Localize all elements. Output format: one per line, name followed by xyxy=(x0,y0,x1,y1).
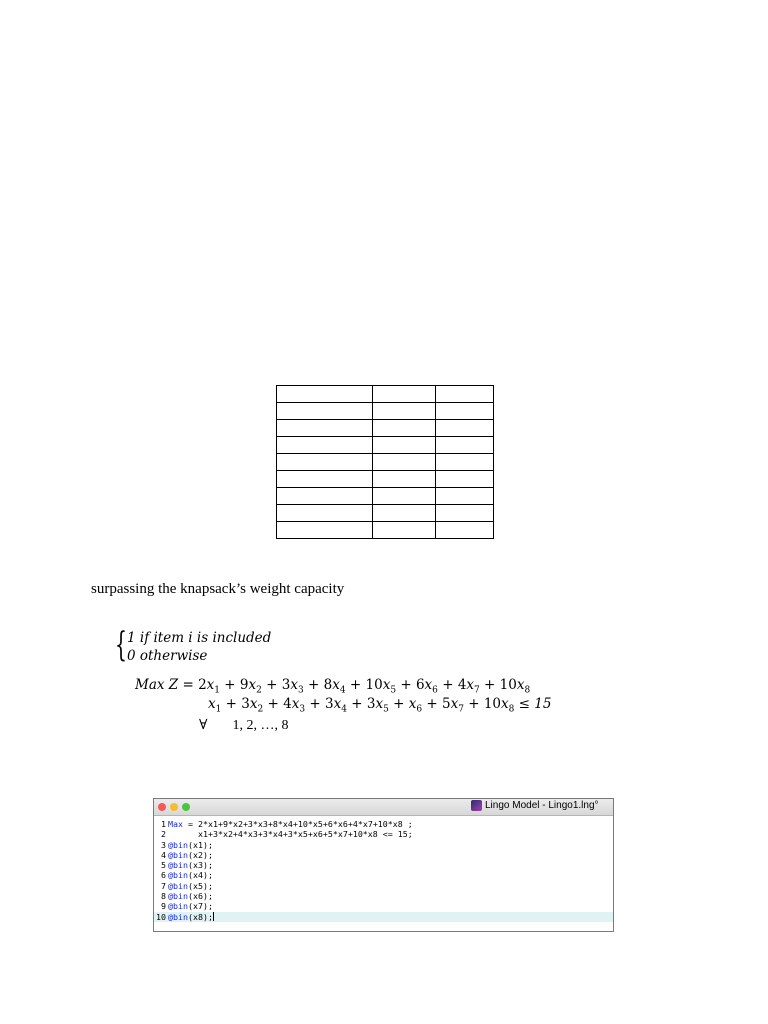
code-text: (x7); xyxy=(187,901,213,912)
code-text: (x4); xyxy=(187,870,213,881)
code-keyword: @bin xyxy=(168,880,188,891)
code-text: x1+3*x2+4*x3+3*x4+3*x5+x6+5*x7+10*x8 <= 15; xyxy=(168,829,413,840)
code-keyword: @bin xyxy=(168,911,188,922)
code-line[interactable] xyxy=(154,819,613,829)
table-row xyxy=(277,488,494,505)
table-cell xyxy=(373,505,436,522)
constraint-terms xyxy=(208,696,515,715)
code-keyword: @bin xyxy=(168,901,188,912)
case-otherwise: 0 otherwise xyxy=(127,648,208,664)
code-text: (x5); xyxy=(187,880,213,891)
code-line[interactable] xyxy=(154,881,613,891)
line-number: 10 xyxy=(156,911,166,922)
equation-term: + $3x_5$ xyxy=(346,696,389,715)
code-line[interactable] xyxy=(154,850,613,860)
table-cell xyxy=(436,471,494,488)
forall-range: 1, 2, …, 8 xyxy=(232,718,289,733)
code-text: (x1); xyxy=(187,839,213,850)
lingo-app-icon xyxy=(471,800,482,811)
table-row xyxy=(277,403,494,420)
table-cell xyxy=(436,437,494,454)
table-row xyxy=(277,420,494,437)
constraint-rhs: ≤ 15 xyxy=(518,696,552,712)
objective-terms xyxy=(198,677,531,696)
code-line[interactable] xyxy=(154,829,613,839)
table-cell xyxy=(436,386,494,403)
equation-term: + $4x_7$ xyxy=(437,677,480,696)
table-cell xyxy=(373,522,436,539)
table-cell xyxy=(277,386,373,403)
window-titlebar[interactable] xyxy=(154,799,613,816)
line-number: 8 xyxy=(161,891,166,902)
table-cell xyxy=(277,454,373,471)
table-cell xyxy=(277,505,373,522)
case-included: 1 if item i is included xyxy=(127,630,272,646)
equation-term: + $10x_8$ xyxy=(463,696,515,715)
equation-term: + $4x_3$ xyxy=(263,696,306,715)
table-cell xyxy=(436,505,494,522)
weight-constraint xyxy=(208,696,551,715)
objective-lhs: Max Z = xyxy=(135,677,194,693)
table-row xyxy=(277,437,494,454)
equation-term: + $10x_8$ xyxy=(479,677,531,696)
table-cell xyxy=(436,420,494,437)
line-number: 9 xyxy=(161,901,166,912)
code-text: (x2); xyxy=(187,849,213,860)
table-row xyxy=(277,471,494,488)
line-number: 2 xyxy=(161,829,166,840)
table-row xyxy=(277,386,494,403)
table-cell xyxy=(277,471,373,488)
table-cell xyxy=(277,437,373,454)
body-sentence: surpassing the knapsack’s weight capacity xyxy=(91,581,345,597)
lingo-model-window[interactable] xyxy=(153,798,614,932)
equation-term: + $9x_2$ xyxy=(220,677,262,696)
equation-term: + $5x_7$ xyxy=(422,696,464,715)
code-keyword: @bin xyxy=(168,849,188,860)
equation-term: + $x_6$ xyxy=(388,696,423,715)
code-keyword: Max xyxy=(168,819,183,829)
code-text: = 2*x1+9*x2+3*x3+8*x4+10*x5+6*x6+4*x7+10*x8 ; xyxy=(183,819,413,829)
code-text: (x8); xyxy=(187,911,213,922)
objective-function xyxy=(135,677,530,696)
forall-symbol: ∀ xyxy=(199,717,208,733)
equation-term: + $6x_6$ xyxy=(396,677,438,696)
code-line[interactable] xyxy=(154,912,613,922)
code-keyword: @bin xyxy=(168,839,188,850)
equation-term: $2x_1$ xyxy=(198,677,221,696)
forall-line xyxy=(199,717,288,734)
table-cell xyxy=(373,403,436,420)
table-row xyxy=(277,505,494,522)
table-cell xyxy=(436,522,494,539)
code-keyword: @bin xyxy=(168,860,188,871)
table-cell xyxy=(436,403,494,420)
zoom-window-button[interactable] xyxy=(182,803,190,811)
code-editor[interactable] xyxy=(154,816,613,922)
line-number: 1 xyxy=(161,819,166,829)
table-cell xyxy=(277,522,373,539)
code-line[interactable] xyxy=(154,860,613,870)
close-window-button[interactable] xyxy=(158,803,166,811)
table-row xyxy=(277,522,494,539)
table-cell xyxy=(373,471,436,488)
line-number: 6 xyxy=(161,870,166,881)
code-text: (x6); xyxy=(187,891,213,902)
table-row xyxy=(277,454,494,471)
table-cell xyxy=(277,403,373,420)
code-line[interactable] xyxy=(154,840,613,850)
equation-term: + $3x_4$ xyxy=(305,696,347,715)
minimize-window-button[interactable] xyxy=(170,803,178,811)
table-cell xyxy=(436,488,494,505)
table-cell xyxy=(277,420,373,437)
code-line[interactable] xyxy=(154,891,613,901)
equation-term: $x_1$ xyxy=(208,696,222,715)
cases-brace: { xyxy=(115,625,127,665)
window-title: Lingo Model - Lingo1.lng° xyxy=(471,800,599,811)
code-keyword: @bin xyxy=(168,870,188,881)
table-cell xyxy=(373,386,436,403)
table-cell xyxy=(436,454,494,471)
equation-term: + $3x_2$ xyxy=(221,696,264,715)
empty-table xyxy=(276,385,494,539)
code-line[interactable] xyxy=(154,901,613,911)
table-cell xyxy=(373,454,436,471)
equation-term: + $3x_3$ xyxy=(261,677,304,696)
equation-term: + $10x_5$ xyxy=(345,677,397,696)
table-cell xyxy=(373,437,436,454)
equation-term: + $8x_4$ xyxy=(303,677,346,696)
line-number: 5 xyxy=(161,860,166,871)
line-number: 4 xyxy=(161,849,166,860)
code-text: (x3); xyxy=(187,860,213,871)
line-number: 7 xyxy=(161,880,166,891)
code-line[interactable] xyxy=(154,870,613,880)
text-cursor xyxy=(213,912,214,921)
code-keyword: @bin xyxy=(168,891,188,902)
table-cell xyxy=(277,488,373,505)
line-number: 3 xyxy=(161,839,166,850)
table-cell xyxy=(373,420,436,437)
table-cell xyxy=(373,488,436,505)
